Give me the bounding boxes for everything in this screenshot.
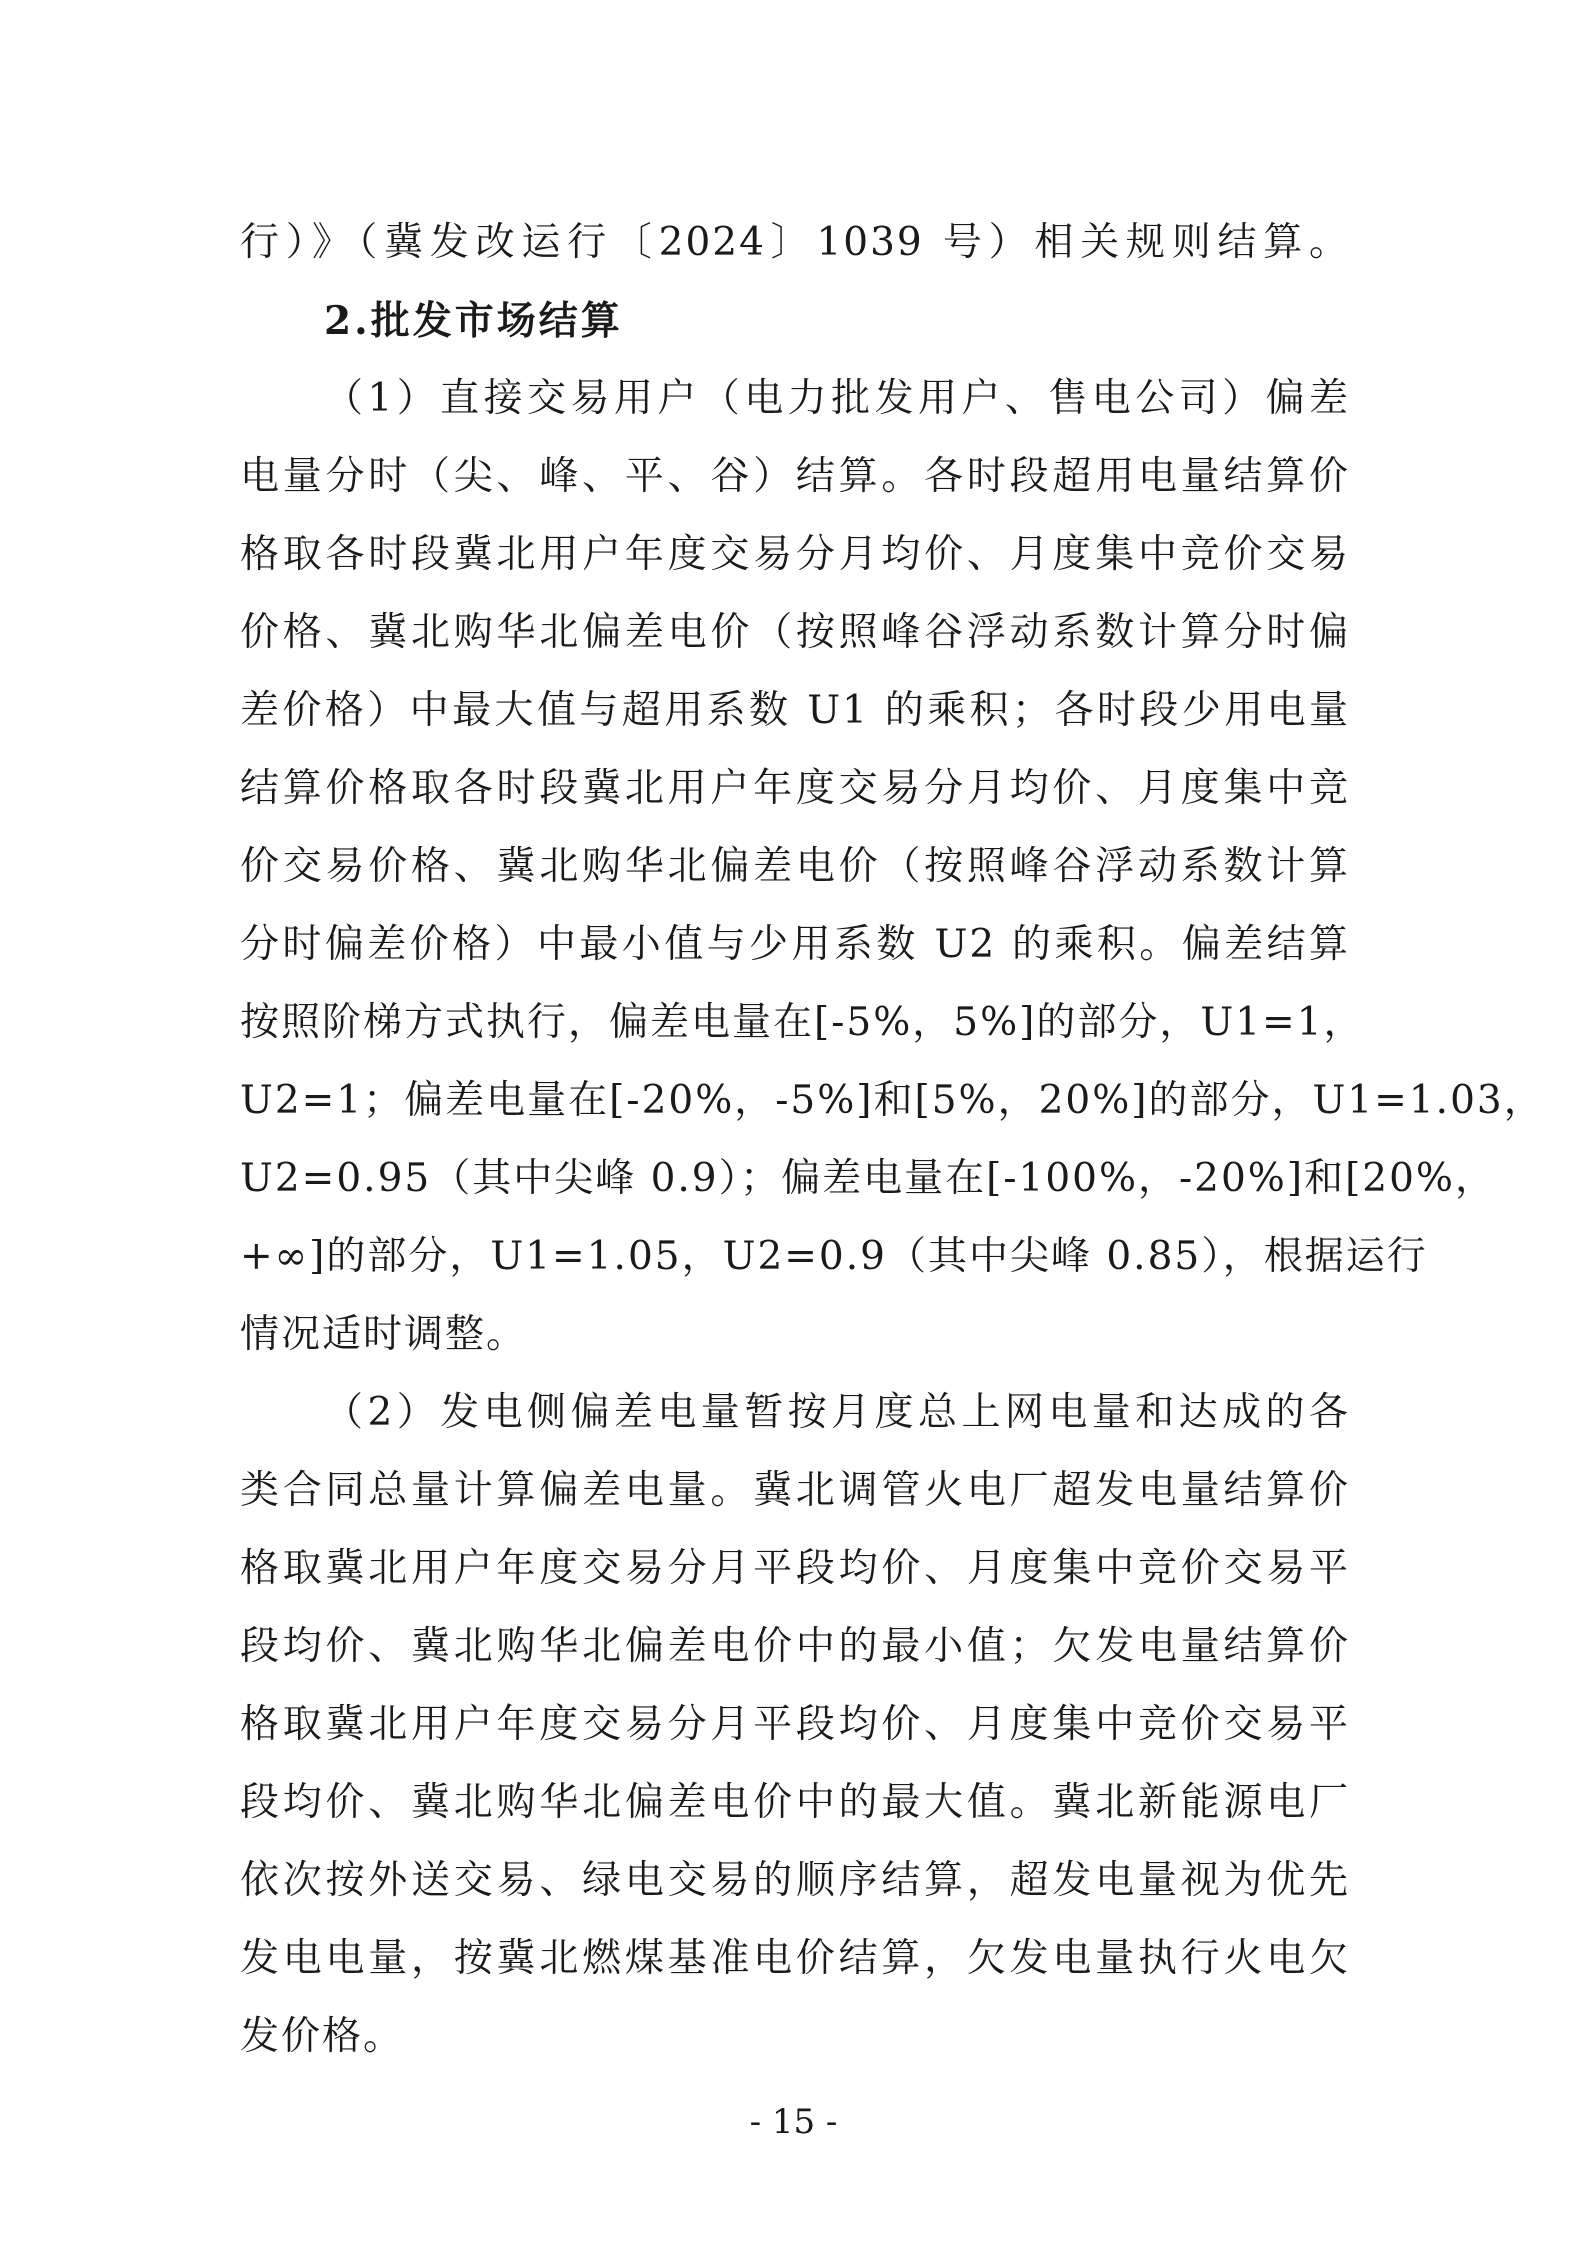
text-line: 格取冀北用户年度交易分月平段均价、月度集中竞价交易平 [240, 1546, 1350, 1591]
text-line: U2=0.95（其中尖峰 0.9）；偏差电量在[-100%，-20%]和[20%， [240, 1156, 1496, 1201]
text-line: 按照阶梯方式执行，偏差电量在[-5%，5%]的部分，U1=1， [240, 1000, 1365, 1045]
text-line: 段均价、冀北购华北偏差电价中的最小值；欠发电量结算价 [240, 1624, 1350, 1669]
text-line: 分时偏差价格）中最小值与少用系数 U2 的乘积。偏差结算 [240, 922, 1350, 967]
text-line: （1）直接交易用户（电力批发用户、售电公司）偏差 [324, 376, 1350, 421]
body-text [240, 204, 1545, 2076]
page-number: - 15 - [749, 2102, 838, 2142]
text-line: 发电电量，按冀北燃煤基准电价结算，欠发电量执行火电欠 [240, 1936, 1350, 1981]
text-line: U2=1；偏差电量在[-20%，-5%]和[5%，20%]的部分，U1=1.03， [240, 1078, 1545, 1123]
section-heading: 2.批发市场结算 [324, 298, 623, 344]
text-line: 类合同总量计算偏差电量。冀北调管火电厂超发电量结算价 [240, 1468, 1350, 1513]
text-line: 价交易价格、冀北购华北偏差电价（按照峰谷浮动系数计算 [240, 844, 1350, 889]
text-line: （2）发电侧偏差电量暂按月度总上网电量和达成的各 [324, 1390, 1350, 1435]
text-line: 格取冀北用户年度交易分月平段均价、月度集中竞价交易平 [240, 1702, 1350, 1747]
text-line: 段均价、冀北购华北偏差电价中的最大值。冀北新能源电厂 [240, 1780, 1350, 1825]
text-line: 依次按外送交易、绿电交易的顺序结算，超发电量视为优先 [240, 1858, 1350, 1903]
text-line: 结算价格取各时段冀北用户年度交易分月均价、月度集中竞 [240, 766, 1350, 811]
text-line: 价格、冀北购华北偏差电价（按照峰谷浮动系数计算分时偏 [240, 610, 1350, 655]
text-line: +∞]的部分，U1=1.05，U2=0.9（其中尖峰 0.85），根据运行 [240, 1234, 1428, 1279]
text-line: 行）》（冀发改运行〔2024〕1039 号）相关规则结算。 [240, 220, 1350, 265]
text-line: 电量分时（尖、峰、平、谷）结算。各时段超用电量结算价 [240, 454, 1350, 499]
text-line: 情况适时调整。 [240, 1312, 528, 1357]
text-line: 差价格）中最大值与超用系数 U1 的乘积；各时段少用电量 [240, 688, 1350, 733]
text-line: 格取各时段冀北用户年度交易分月均价、月度集中竞价交易 [240, 532, 1350, 577]
text-line: 发价格。 [240, 2014, 405, 2059]
